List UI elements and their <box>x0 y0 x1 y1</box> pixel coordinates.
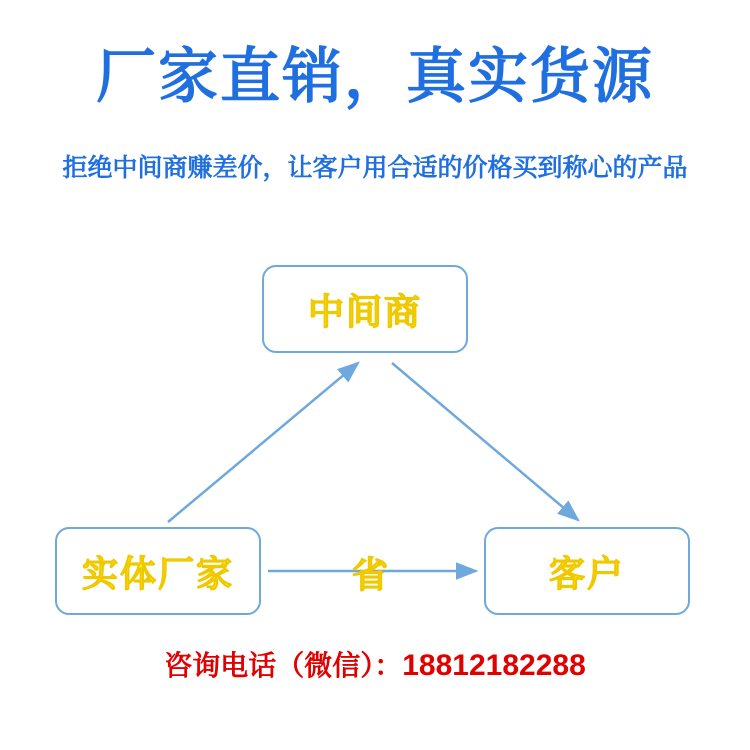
node-middleman-label: 中间商 <box>307 290 422 332</box>
node-customer-label: 客户 <box>548 552 625 594</box>
page-subtitle: 拒绝中间商赚差价，让客户用合适的价格买到称心的产品 <box>62 154 688 182</box>
contact-line <box>0 644 750 684</box>
arrow-middleman-to-customer <box>392 363 578 520</box>
edge-label-save: 省 <box>351 554 388 595</box>
node-middleman <box>262 265 468 353</box>
contact-phone: 18812182288 <box>402 649 586 682</box>
node-factory-label: 实体厂家 <box>81 552 234 594</box>
arrow-factory-to-middleman <box>168 363 358 522</box>
node-factory <box>55 527 261 615</box>
supply-chain-diagram <box>0 230 750 650</box>
node-customer <box>484 527 690 615</box>
contact-label: 咨询电话（微信）： <box>164 650 403 681</box>
page-title: 厂家直销，真实货源 <box>96 43 654 110</box>
